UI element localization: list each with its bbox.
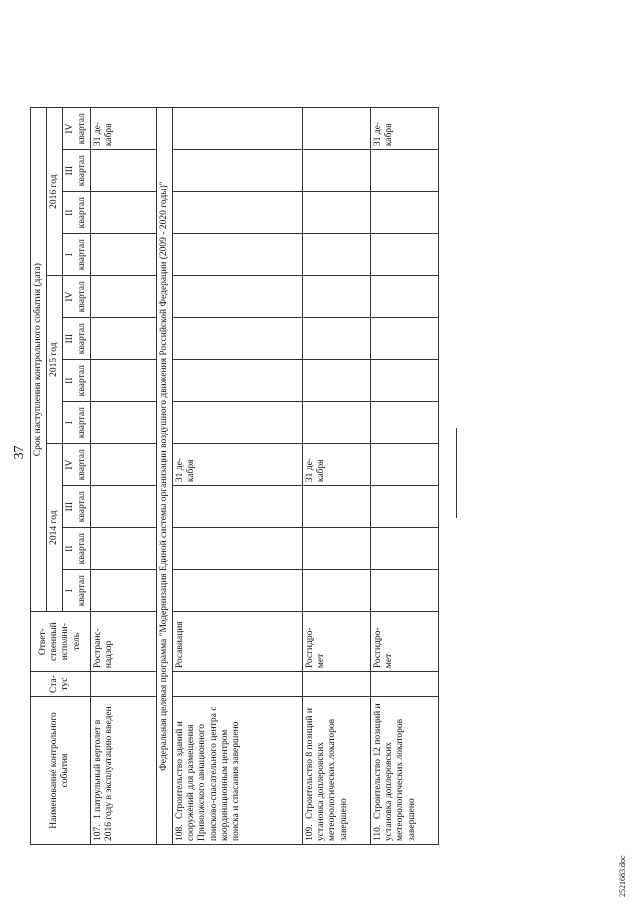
header-quarter: I квартал: [63, 234, 90, 276]
page-number: 37: [12, 445, 27, 460]
responsible-cell: Росавиация: [173, 612, 303, 672]
responsible-cell: Росгидро- мет: [303, 612, 371, 672]
status-cell: [371, 672, 439, 697]
status-cell: [173, 672, 303, 697]
event-name: Строительство 8 позиций и установка доплеровских метеорологических локаторов завершено: [305, 708, 349, 841]
separator-line: [456, 428, 457, 518]
table-row: [371, 108, 439, 845]
table-row: [90, 108, 156, 845]
header-year-2015: 2015 год: [47, 276, 63, 444]
table-row: [173, 108, 303, 845]
header-status: Ста- тус: [31, 672, 91, 697]
header-quarter: I квартал: [63, 570, 90, 612]
header-quarter: II квартал: [63, 528, 90, 570]
header-quarter: IV квартал: [63, 276, 90, 318]
event-name: Строительство 12 позиций и установка доплеровских метеорологических локаторов завершено: [373, 703, 417, 841]
program-title: Федеральная целевая программа "Модернизация Единой системы организации воздушного движения Российской Федерации (2009 - 2020 годы)": [156, 108, 172, 845]
event-name-cell: [371, 697, 439, 845]
footer-filename: 2521683.doc: [618, 855, 627, 897]
header-year-2014: 2014 год: [47, 444, 63, 612]
date-cell: 31 де- кабря: [303, 444, 371, 486]
table-row: [303, 108, 371, 845]
event-name-cell: [173, 697, 303, 845]
responsible-cell: Ространс- надзор: [90, 612, 156, 672]
event-name-cell: [90, 697, 156, 845]
date-cell: 31 де- кабря: [173, 444, 303, 486]
status-cell: [303, 672, 371, 697]
event-name: Строительство зданий и сооружений для размещения Приволжского авиационного поисково-спасательного центра с координационным центром поиска и спасания завершено: [175, 706, 242, 841]
control-events-table: [30, 107, 439, 845]
date-cell: 31 де- кабря: [371, 108, 439, 150]
row-number: 110.: [373, 824, 384, 841]
header-quarter: IV квартал: [63, 108, 90, 150]
row-number: 109.: [305, 824, 316, 841]
header-name: Наименование контрольного события: [31, 697, 91, 845]
header-deadline: Срок наступления контрольного события (дата): [31, 108, 47, 612]
header-quarter: II квартал: [63, 360, 90, 402]
header-year-2016: 2016 год: [47, 108, 63, 276]
header-quarter: III квартал: [63, 486, 90, 528]
row-number: 107.: [92, 824, 103, 841]
status-cell: [90, 672, 156, 697]
header-quarter: I квартал: [63, 402, 90, 444]
header-quarter: IV квартал: [63, 444, 90, 486]
program-title-row: [156, 108, 172, 845]
date-cell: 31 де- кабря: [90, 108, 156, 150]
header-quarter: II квартал: [63, 192, 90, 234]
header-quarter: III квартал: [63, 318, 90, 360]
header-quarter: III квартал: [63, 150, 90, 192]
event-name-cell: [303, 697, 371, 845]
header-responsible: Ответ- ственный исполни- тель: [31, 612, 91, 672]
responsible-cell: Росгидро- мет: [371, 612, 439, 672]
row-number: 108.: [175, 824, 186, 841]
event-name: 1 патрульный вертолет в 2016 году в эксплуатацию введен: [92, 706, 115, 841]
